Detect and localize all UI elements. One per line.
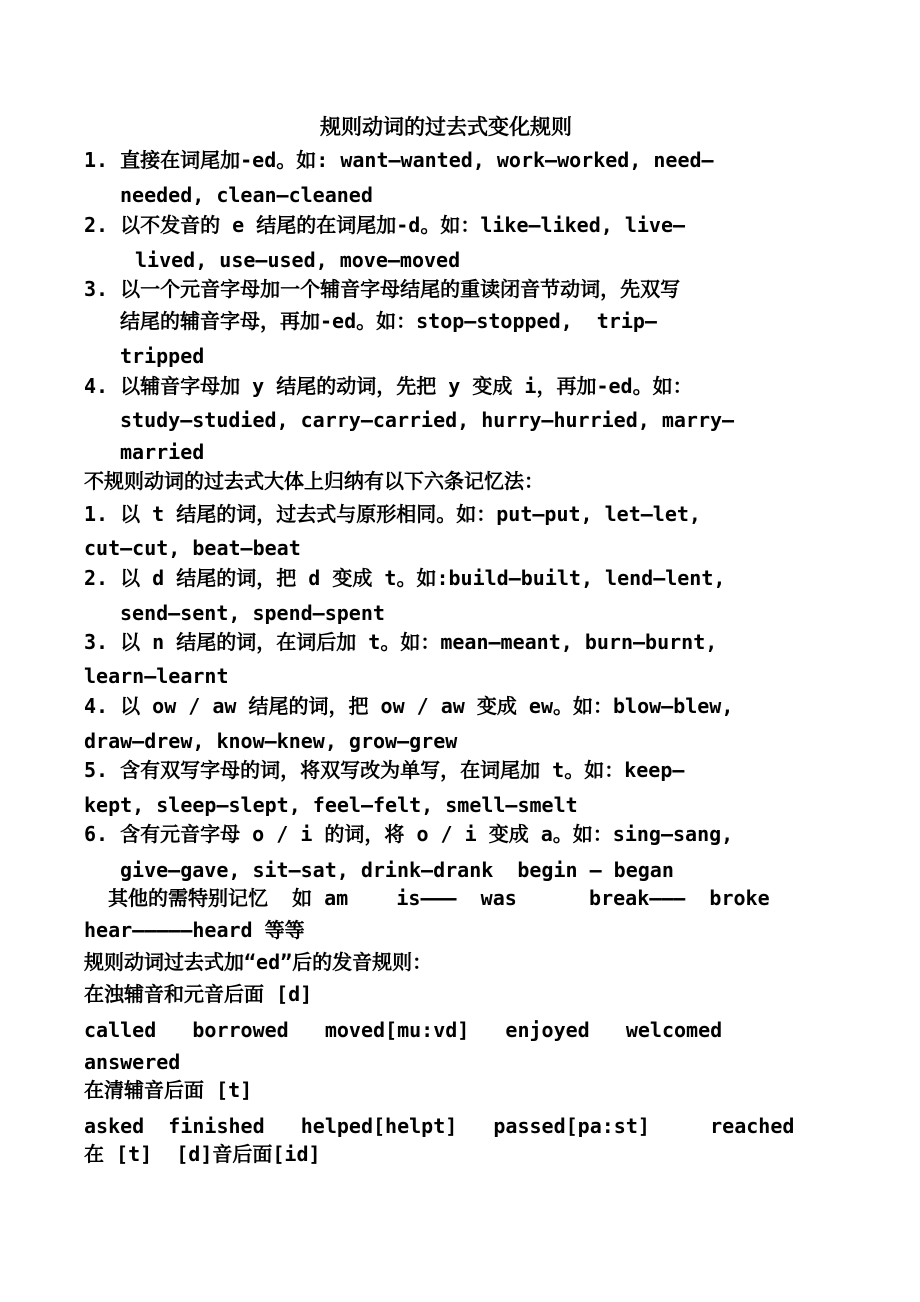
text-line: send—sent, spend—spent (120, 601, 385, 625)
text-line: called borrowed moved[mu:vd] enjoyed welcomed (84, 1018, 723, 1042)
text-line: 其他的需特别记忆 如 am is——— was break——— broke (108, 886, 770, 910)
text-line: 1. 以 t 结尾的词，过去式与原形相同。如：put—put, let—let, (84, 502, 701, 526)
text-line: kept, sleep—slept, feel—felt, smell—smelt (84, 793, 578, 817)
text-line: study—studied, carry—carried, hurry—hurried, marry— (120, 408, 735, 432)
text-line: hear—————heard 等等 (84, 918, 305, 942)
document-title: 规则动词的过去式变化规则 (320, 115, 572, 139)
text-line: married (120, 440, 205, 464)
text-line: 在浊辅音和元音后面 [d] (84, 982, 313, 1006)
text-line: learn—learnt (84, 664, 229, 688)
text-line: 5. 含有双写字母的词，将双写改为单写，在词尾加 t。如：keep— (84, 758, 685, 782)
text-line: 3. 以 n 结尾的词，在词后加 t。如：mean—meant, burn—burnt, (84, 630, 718, 654)
section-heading: 不规则动词的过去式大体上归纳有以下六条记忆法： (84, 469, 544, 493)
text-line: 在 [t] [d]音后面[id] (84, 1142, 321, 1166)
text-line: 2. 以不发音的 e 结尾的在词尾加-d。如：like—liked, live— (84, 213, 686, 237)
text-line: 结尾的辅音字母，再加-ed。如：stop—stopped, trip— (120, 309, 657, 333)
text-line: 2. 以 d 结尾的词，把 d 变成 t。如:build—built, lend—lent, (84, 566, 726, 590)
text-line: cut—cut, beat—beat (84, 536, 301, 560)
text-line: needed, clean—cleaned (120, 183, 373, 207)
text-line: 3. 以一个元音字母加一个辅音字母结尾的重读闭音节动词，先双写 (84, 277, 681, 301)
text-line: draw—drew, know—knew, grow—grew (84, 729, 458, 753)
text-line: give—gave, sit—sat, drink—drank begin — began (120, 858, 674, 882)
text-line: 6. 含有元音字母 o / i 的词，将 o / i 变成 a。如：sing—sang, (84, 822, 734, 846)
text-line: answered (84, 1050, 181, 1074)
text-line: 1. 直接在词尾加-ed。如: want—wanted, work—worked, need— (84, 148, 714, 172)
text-line: lived, use—used, move—moved (135, 248, 461, 272)
text-line: tripped (120, 344, 205, 368)
text-line: 4. 以 ow / aw 结尾的词，把 ow / aw 变成 ew。如：blow—blew, (84, 694, 734, 718)
section-heading: 规则动词过去式加“ed”后的发音规则： (84, 950, 433, 974)
text-line: 在清辅音后面 [t] (84, 1078, 253, 1102)
text-line: 4. 以辅音字母加 y 结尾的动词，先把 y 变成 i，再加-ed。如： (84, 374, 693, 398)
text-line: asked finished helped[helpt] passed[pa:st] reached (84, 1114, 795, 1138)
